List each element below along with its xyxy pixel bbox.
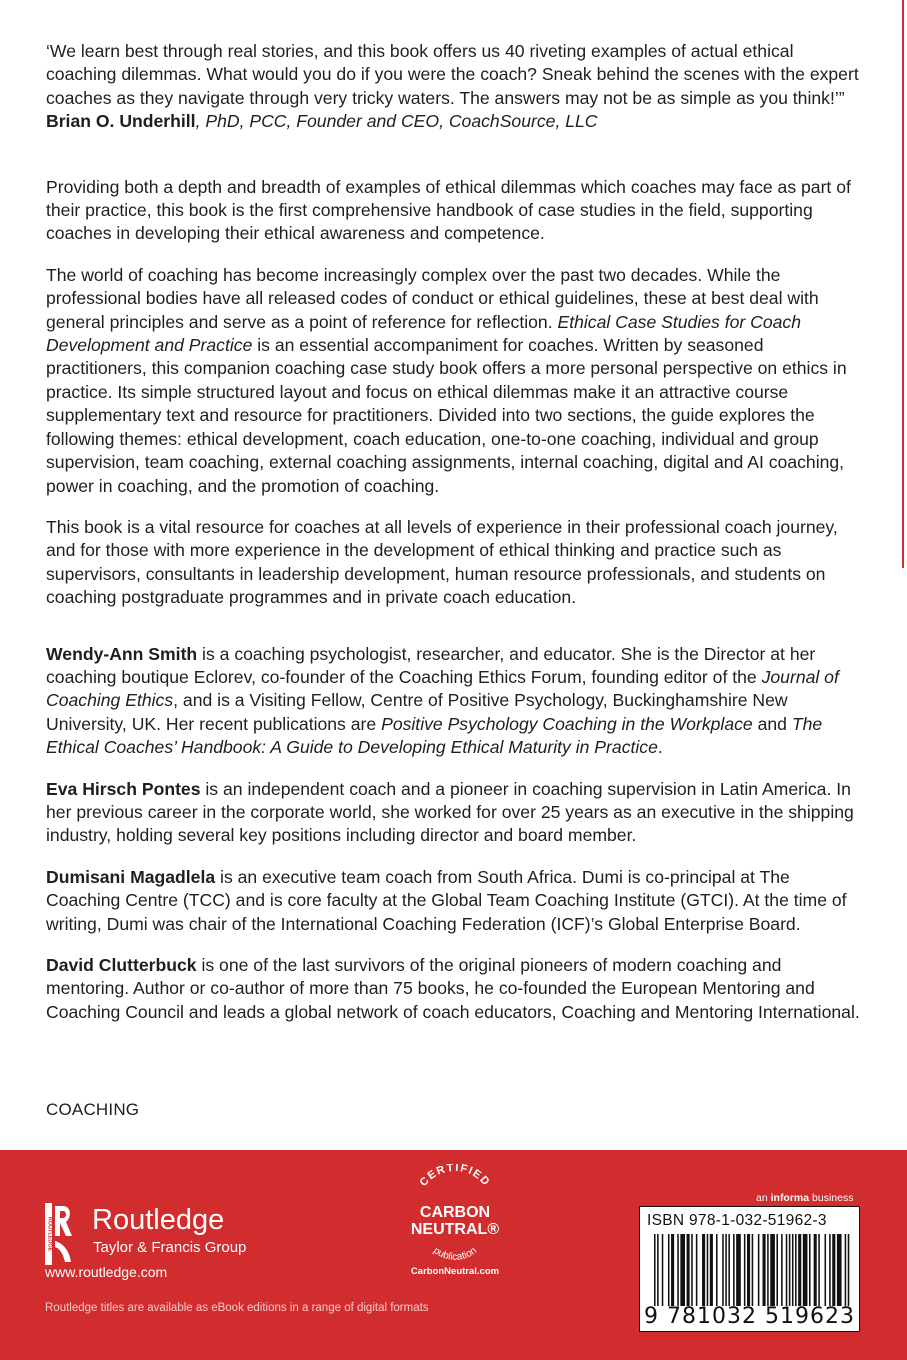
- publication-title: Positive Psychology Coaching in the Workplace: [381, 713, 753, 734]
- barcode-bar: [818, 1234, 820, 1306]
- author-bio-text: , and is a Visiting Fellow, Centre of Positive Psychology, Buckinghamshire New University, UK. Her recent publications are: [46, 690, 788, 734]
- blurb-paragraph-3: This book is a vital resource for coaches at all levels of experience in their professional coach journey, and for those with more experience in the development of ethical thinking and practice such as supervisors, consultants in leadership development, human resource professionals, and students on coaching postgraduate programmes and in private coach education.: [46, 516, 838, 608]
- barcode-bar: [786, 1234, 788, 1306]
- barcode-bar: [832, 1234, 835, 1306]
- barcode-bar: [733, 1234, 735, 1306]
- blurb-p2-text-b: is an essential accompaniment for coaches. Written by seasoned practitioners, this companion coaching case study book offers a more personal perspective on ethics in practice. Its simple structured layout and focus on ethical dilemmas make it an attractive course supplementary text and resource for practitioners. Divided into two sections, the guide explores the following themes: ethical development, coach education, one-to-one coaching, individual and group supervision, team coaching, external coaching assignments, internal coaching, digital and AI coaching, power in coaching, and the promotion of coaching.: [46, 335, 847, 496]
- barcode-bar: [752, 1234, 754, 1306]
- carbon-neutral-icon: [400, 1164, 510, 1264]
- back-cover-text: [46, 40, 861, 1024]
- author-name: Eva Hirsch Pontes: [46, 778, 201, 799]
- barcode-bar: [848, 1234, 850, 1306]
- endorser-title: , PhD, PCC, Founder and CEO, CoachSource, LLC: [195, 111, 598, 132]
- barcode-bar: [803, 1234, 808, 1306]
- routledge-side-text: ROUTLEDGE: [46, 1216, 53, 1252]
- publisher-group: Taylor & Francis Group: [93, 1239, 247, 1256]
- barcode-bar: [829, 1234, 831, 1306]
- barcode-bar: [770, 1234, 775, 1306]
- book-title: Ethical Case Studies for Coach Development and Practice: [46, 311, 801, 356]
- publication-title: The Ethical Coaches’ Handbook: A Guide to Developing Ethical Maturity in Practice: [46, 713, 823, 758]
- blurb-paragraph-1: Providing both a depth and breadth of examples of ethical dilemmas which coaches may face as part of their practice, this book is the first comprehensive handbook of case studies in the field, supporting coaches in developing their ethical awareness and competence.: [46, 176, 851, 244]
- author-name: Dumisani Magadlela: [46, 866, 216, 887]
- barcode-bar: [702, 1234, 705, 1306]
- right-edge-rule: [902, 0, 904, 568]
- barcode-bar: [758, 1234, 760, 1306]
- blurb-paragraph-2: [46, 264, 861, 498]
- barcode-bar: [728, 1234, 730, 1306]
- barcode-bar: [736, 1234, 741, 1306]
- isbn-label: ISBN 978-1-032-51962-3: [647, 1212, 827, 1229]
- barcode-bar: [671, 1234, 674, 1306]
- barcode-bar: [662, 1234, 664, 1306]
- endorsement-attribution: [46, 110, 861, 133]
- publisher-url[interactable]: www.routledge.com: [45, 1264, 168, 1280]
- author-bio-clutterbuck: [46, 954, 861, 1024]
- barcode-bar: [677, 1234, 679, 1306]
- author-bio-text: is an executive team coach from South Africa. Dumi is co-principal at The Coaching Centre (TCC) and is core faculty at the Global Team Coaching Institute (GTCI). At the time of writing, Dumi was chair of the International Coaching Federation (ICF)’s Global Enterprise Board.: [46, 866, 847, 934]
- barcode-bar: [781, 1234, 783, 1306]
- barcode-bar: [837, 1234, 842, 1306]
- footer-band: [0, 1150, 907, 1360]
- publisher-name: Routledge: [92, 1204, 225, 1236]
- svg-text:CERTIFIED: [418, 1164, 493, 1189]
- author-bio-magadlela: [46, 866, 861, 936]
- informa-brand: informa: [770, 1192, 810, 1204]
- author-bio-text: is one of the last survivors of the original pioneers of modern coaching and mentoring. Author or co-author of more than 75 books, he co-founded the European Mentoring and Coaching Council and leads a global network of coach educators, Coaching and Mentoring International.: [46, 955, 860, 1022]
- barcode-bar: [792, 1234, 794, 1306]
- barcode-bar: [747, 1234, 750, 1306]
- barcode-bar: [716, 1234, 718, 1306]
- barcode-bar: [691, 1234, 693, 1306]
- barcode-bar: [744, 1234, 746, 1306]
- endorsement-quote: ‘We learn best through real stories, and this book offers us 40 riveting examples of actual ethical coaching dilemmas. What would you do if you were the coach? Sneak behind the scenes with the expert coaches as they navigate through very tricky waters. The answers may not be as simple as you think!’”: [46, 41, 859, 108]
- barcode-bar: [707, 1234, 709, 1306]
- badge-top-text: CERTIFIED: [417, 1164, 493, 1189]
- author-bio-text: is an independent coach and a pioneer in coaching supervision in Latin America. In her previous career in the corporate world, she worked for over 25 years as an executive in the shipping industry, holding several key positions including director and board member.: [46, 778, 854, 846]
- barcode-bar: [795, 1234, 797, 1306]
- barcode-bar: [680, 1234, 685, 1306]
- badge-line-2: NEUTRAL®: [410, 1221, 500, 1238]
- barcode-bar: [798, 1234, 801, 1306]
- informa-tagline: [756, 1192, 853, 1204]
- informa-suffix: business: [809, 1192, 854, 1204]
- barcode-bar: [763, 1234, 766, 1306]
- barcode-bars: [654, 1234, 854, 1306]
- barcode-bar: [767, 1234, 769, 1306]
- subject-category: COACHING: [46, 1100, 140, 1119]
- barcode-bar: [776, 1234, 778, 1306]
- barcode-bar: [657, 1234, 659, 1306]
- barcode-bar: [696, 1234, 698, 1306]
- ebook-note: Routledge titles are available as eBook editions in a range of digital formats: [45, 1302, 429, 1314]
- author-bio-text: and: [752, 713, 792, 734]
- author-bio-pontes: [46, 778, 861, 848]
- author-bio-text: .: [657, 737, 663, 758]
- blurb-p2-text-a: The world of coaching has become increasingly complex over the past two decades. While the professional bodies have all released codes of conduct or ethical guidelines, these at best deal with general principles and serve as a point of reference for reflection.: [46, 264, 819, 332]
- barcode-bar: [789, 1234, 791, 1306]
- barcode-bar: [814, 1234, 817, 1306]
- badge-line-1: CARBON: [419, 1204, 491, 1221]
- barcode-bar: [654, 1234, 656, 1306]
- isbn-barcode: [639, 1206, 860, 1332]
- journal-title: Journal of Coaching Ethics: [46, 666, 839, 711]
- carbon-neutral-url: CarbonNeutral.com: [410, 1266, 500, 1277]
- endorser-name: Brian O. Underhill: [46, 111, 196, 132]
- barcode-bar: [722, 1234, 724, 1306]
- carbon-neutral-badge: [400, 1164, 510, 1284]
- barcode-bar: [845, 1234, 847, 1306]
- author-name: David Clutterbuck: [46, 955, 197, 975]
- barcode-bar: [668, 1234, 670, 1306]
- routledge-logo-icon: [45, 1203, 73, 1265]
- barcode-digits: 9 781032 519623: [644, 1304, 855, 1329]
- barcode-bar: [725, 1234, 727, 1306]
- author-bio-text: is a coaching psychologist, researcher, and educator. She is the Director at her coaching boutique Eclorev, co-founder of the Coaching Ethics Forum, founding editor of the: [46, 643, 816, 687]
- author-name: Wendy-Ann Smith: [46, 643, 198, 664]
- badge-bottom-text: publication: [431, 1245, 479, 1263]
- barcode-bar: [687, 1234, 690, 1306]
- svg-text:publication: [431, 1245, 479, 1263]
- author-bio-smith: [46, 643, 861, 760]
- barcode-bar: [710, 1234, 713, 1306]
- informa-prefix: an: [756, 1192, 771, 1204]
- barcode-bar: [809, 1234, 811, 1306]
- barcode-bar: [825, 1234, 827, 1306]
